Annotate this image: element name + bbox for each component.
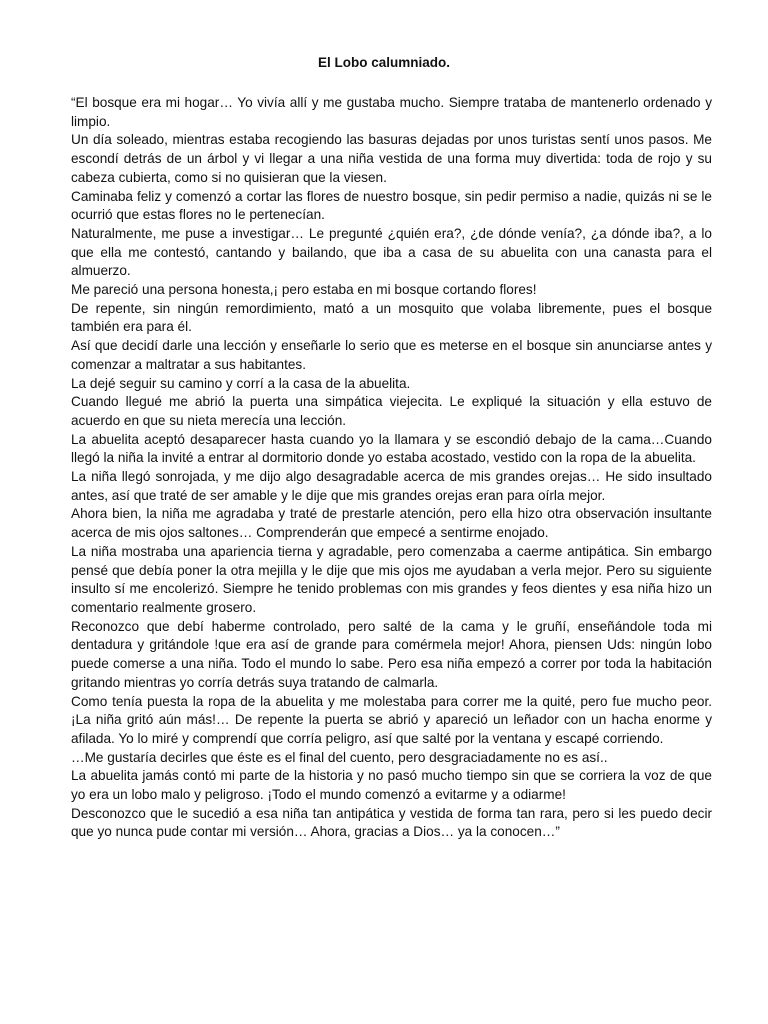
paragraph: Caminaba feliz y comenzó a cortar las flores de nuestro bosque, sin pedir permiso a nadie, quizás ni se le ocurrió que estas flores no le pertenecían. xyxy=(71,188,712,223)
paragraph: Cuando llegué me abrió la puerta una simpática viejecita. Le expliqué la situación y ella estuvo de acuerdo en que su nieta merecía una lección. xyxy=(71,394,712,428)
paragraph: Ahora bien, la niña me agradaba y traté de prestarle atención, pero ella hizo otra observación insultante acerca de mis ojos saltones… Comprenderán que empecé a sentirme enojado. xyxy=(71,506,712,541)
document-body xyxy=(71,94,712,842)
paragraph: …Me gustaría decirles que éste es el final del cuento, pero desgraciadamente no es así.. xyxy=(71,749,608,765)
paragraph: La abuelita aceptó desaparecer hasta cuando yo la llamara y se escondió debajo de la cama…Cuando llegó la niña la invité a entrar al dormitorio donde yo estaba acostado, vestido con la ropa de la abuelita. xyxy=(71,431,712,466)
paragraph: Como tenía puesta la ropa de la abuelita y me molestaba para correr me la quité, pero fue mucho peor. ¡La niña gritó aún más!… De repente la puerta se abrió y apareció un leñador con un hacha enorme y afilada. Yo lo miré y comprendí que corría peligro, así que salté por la ventana y escapé corriendo. xyxy=(71,693,712,746)
paragraph: La dejé seguir su camino y corrí a la casa de la abuelita. xyxy=(71,375,411,391)
paragraph: De repente, sin ningún remordimiento, mató a un mosquito que volaba libremente, pues el bosque también era para él. xyxy=(71,300,712,335)
paragraph: Naturalmente, me puse a investigar… Le pregunté ¿quién era?, ¿de dónde venía?, ¿a dónde iba?, a lo que ella me contestó, cantando y bailando, que iba a casa de su abuelita con una canasta para el almuerzo. xyxy=(71,225,712,279)
paragraph: Un día soleado, mientras estaba recogiendo las basuras dejadas por unos turistas sentí unos pasos. Me escondí detrás de un árbol y vi llegar a una niña vestida de una forma muy divertida: toda de rojo y su cabeza cubierta, como si no quisieran que la viesen. xyxy=(71,132,712,185)
paragraph: Me pareció una persona honesta,¡ pero estaba en mi bosque cortando flores! xyxy=(71,282,537,298)
paragraph: Reconozco que debí haberme controlado, pero salté de la cama y le gruñí, enseñándole toda mi dentadura y gritándole !que era así de grande para comérmela mejor! Ahora, piensen Uds: ningún lobo puede comerse a una niña. Todo el mundo lo sabe. Pero esa niña empezó a correr por toda la habitación gritando mientras yo corría detrás suya tratando de calmarla. xyxy=(71,618,712,690)
document-title: El Lobo calumniado. xyxy=(317,55,450,70)
paragraph: “El bosque era mi hogar… Yo vivía allí y me gustaba mucho. Siempre trataba de mantenerlo ordenado y limpio. xyxy=(71,95,712,129)
paragraph: Así que decidí darle una lección y enseñarle lo serio que es meterse en el bosque sin anunciarse antes y comenzar a maltratar a sus habitantes. xyxy=(71,338,712,372)
paragraph: La abuelita jamás contó mi parte de la historia y no pasó mucho tiempo sin que se corriera la voz de que yo era un lobo malo y peligroso. ¡Todo el mundo comenzó a evitarme y a odiarme! xyxy=(71,768,712,803)
paragraph: La niña llegó sonrojada, y me dijo algo desagradable acerca de mis grandes orejas… He sido insultado antes, así que traté de ser amable y le dije que mis grandes orejas eran para oírla mejor. xyxy=(71,469,712,503)
paragraph: La niña mostraba una apariencia tierna y agradable, pero comenzaba a caerme antipática. Sin embargo pensé que debía poner la otra mejilla y le dije que mis ojos me ayudaban a verla mejor. Pero su siguiente insulto sí me encolerizó. Siempre he tenido problemas con mis grandes y feos dientes y esa niña hizo un comentario realmente grosero. xyxy=(71,543,712,615)
paragraph: Desconozco que le sucedió a esa niña tan antipática y vestida de forma tan rara, pero si les puedo decir que yo nunca pude contar mi versión… Ahora, gracias a Dios… ya la conocen…” xyxy=(71,805,712,840)
